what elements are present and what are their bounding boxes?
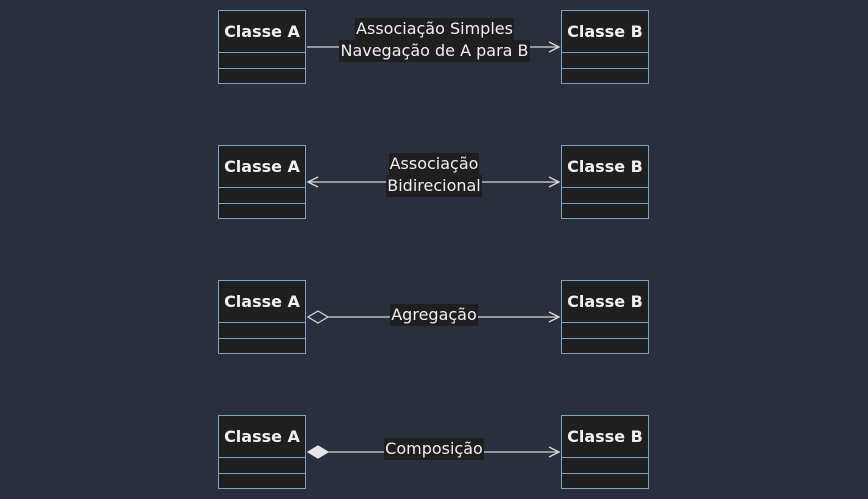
relation-3-label-line-1: Agregação	[391, 305, 477, 324]
class-b-attributes-4	[562, 458, 648, 474]
relation-1-label-line-2: Navegação de A para B	[340, 41, 529, 60]
class-a-box-3	[218, 280, 306, 354]
class-a-attributes-1	[219, 53, 305, 69]
relation-4-label	[379, 438, 489, 460]
relation-2-label	[372, 153, 496, 197]
class-a-box-4	[218, 415, 306, 489]
class-b-attributes-1	[562, 53, 648, 69]
class-b-box-1	[561, 10, 649, 84]
class-a-methods-4	[219, 474, 305, 488]
class-a-methods-1	[219, 69, 305, 83]
class-a-methods-3	[219, 339, 305, 353]
class-b-attributes-3	[562, 323, 648, 339]
class-a-name-2: Classe A	[219, 146, 305, 188]
class-a-name-4: Classe A	[219, 416, 305, 458]
class-b-methods-2	[562, 204, 648, 218]
class-b-name-3: Classe B	[562, 281, 648, 323]
relation-3-label	[384, 304, 484, 326]
relation-3-hollow-diamond	[308, 311, 328, 323]
class-a-attributes-2	[219, 188, 305, 204]
class-b-attributes-2	[562, 188, 648, 204]
relation-2-label-line-1: Associação	[389, 154, 479, 173]
relation-2-label-line-2: Bidirecional	[387, 176, 481, 195]
class-a-methods-2	[219, 204, 305, 218]
class-b-name-2: Classe B	[562, 146, 648, 188]
class-a-name-3: Classe A	[219, 281, 305, 323]
class-a-box-2	[218, 145, 306, 219]
class-a-attributes-4	[219, 458, 305, 474]
class-b-box-4	[561, 415, 649, 489]
class-b-methods-3	[562, 339, 648, 353]
class-b-box-3	[561, 280, 649, 354]
class-b-methods-4	[562, 474, 648, 488]
relation-1-label	[333, 18, 536, 62]
class-b-name-4: Classe B	[562, 416, 648, 458]
relation-4-filled-diamond	[308, 446, 328, 458]
class-b-name-1: Classe B	[562, 11, 648, 53]
class-a-box-1	[218, 10, 306, 84]
class-a-attributes-3	[219, 323, 305, 339]
class-b-methods-1	[562, 69, 648, 83]
class-b-box-2	[561, 145, 649, 219]
class-a-name-1: Classe A	[219, 11, 305, 53]
relation-4-label-line-1: Composição	[385, 439, 483, 458]
relation-1-label-line-1: Associação Simples	[356, 19, 513, 38]
